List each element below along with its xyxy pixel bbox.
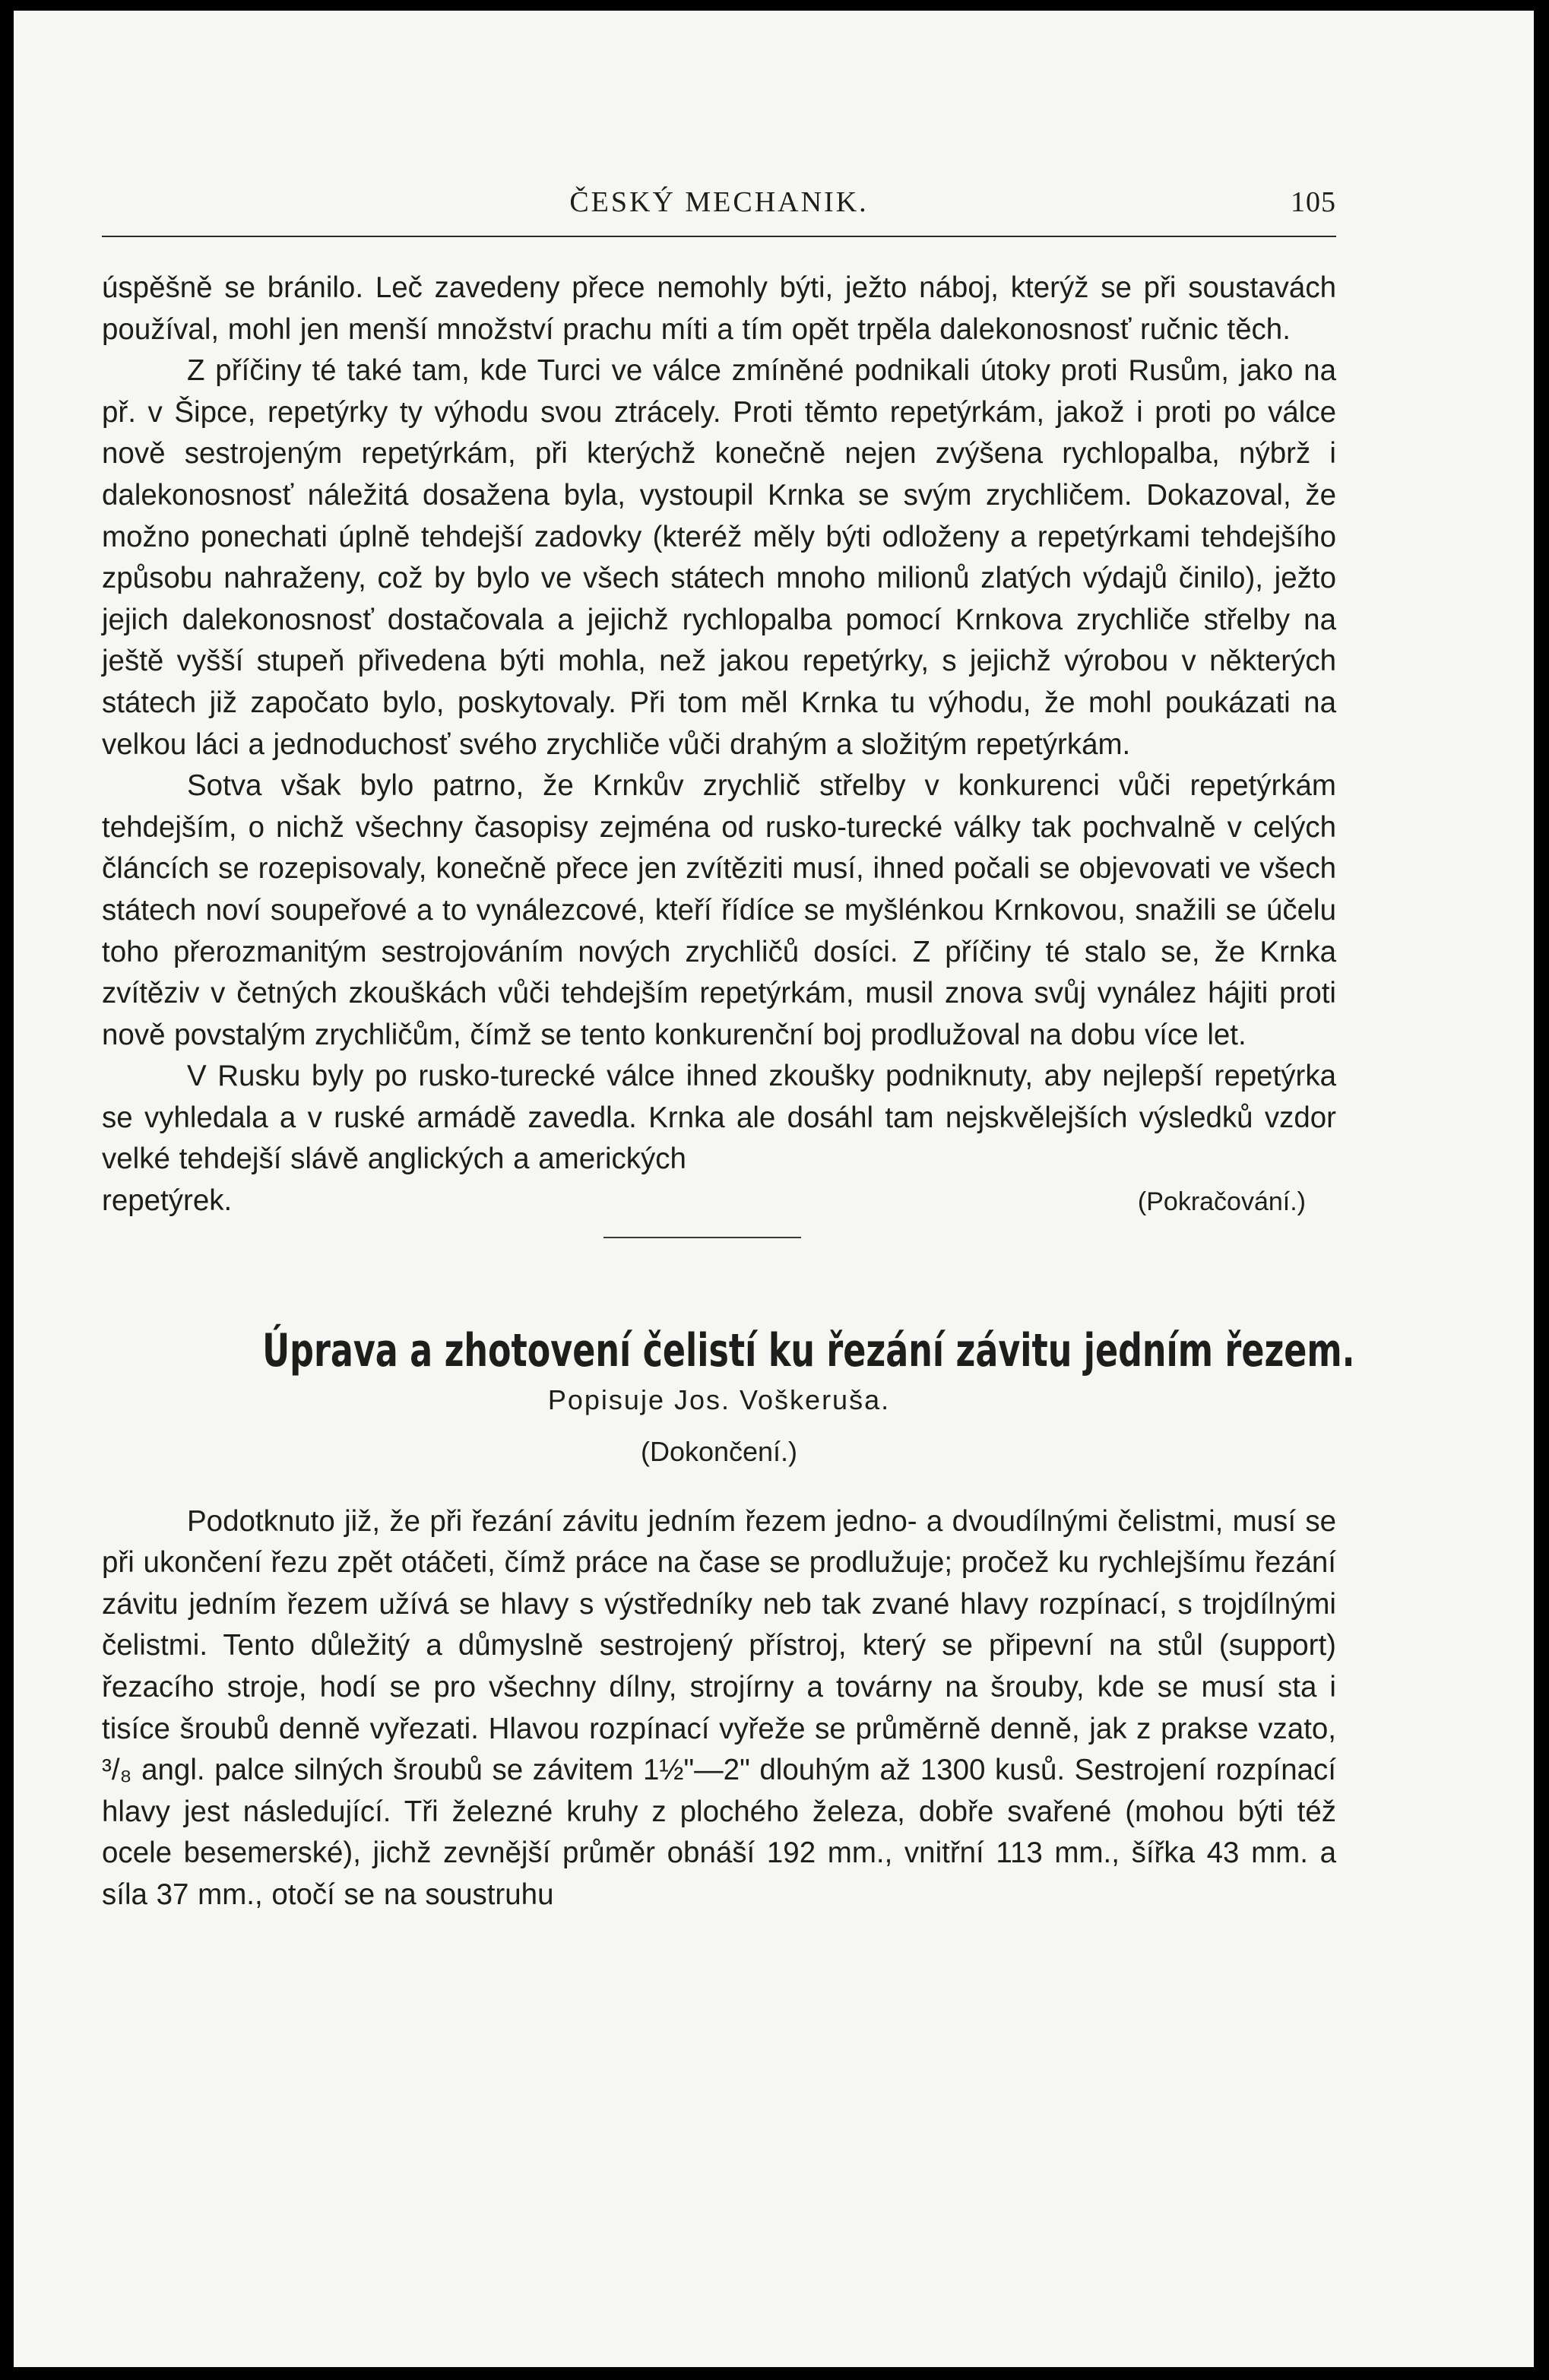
article-title: Úprava a zhotovení čelistí ku řezání závitu jedním řezem. <box>262 1323 1355 1377</box>
page-sheet <box>14 11 1534 2367</box>
article-byline: Popisuje Jos. Voškeruša. <box>547 1383 891 1415</box>
journal-title: ČESKÝ MECHANIK. <box>569 186 869 218</box>
previous-article-text <box>102 268 1336 1223</box>
paragraph: Sotva však bylo patrno, že Krnkův zrychlič střelby v konkurenci vůči repetýrkám tehdejším, o nichž všechny časopisy zejména od rusko-turecké války tak pochvalně v celých článcích se rozepisovaly, konečně přece jen zvítěziti musí, ihned počali se objevovati ve všech státech noví soupeřové a to vynálezcové, kteří řídíce se myšlénkou Krnkovou, snažili se účelu toho přerozmanitým sestrojováním nových zrychličů dosíci. Z příčiny té stalo se, že Krnka zvítěziv v četných zkouškách vůči tehdejším repetýrkám, musil znova svůj vynález hájiti proti nově povstalým zrychličům, čímž se tento konkurenční boj prodlužoval na dobu více let. <box>102 769 1336 1051</box>
paragraph: Z příčiny té také tam, kde Turci ve válce zmíněné podnikali útoky proti Rusům, jako na př. v Šipce, repetýrky ty výhodu svou ztrácely. Proti těmto repetýrkám, jakož i proti po válce nově sestrojeným repetýrkám, při kterýchž konečně nejen zvýšena rychlopalba, nýbrž i dalekonosnosť náležitá dosažena byla, vystoupil Krnka se svým zrychličem. Dokazoval, že možno ponechati úplně tehdejší zadovky (kteréž měly býti odloženy a repetýrkami tehdejšího způsobu nahraženy, což by bylo ve všech státech mnoho milionů zlatých výdajů činilo), ježto jejich dalekonosnosť dostačovala a jejichž rychlopalba pomocí Krnkova zrychliče střelby na ještě vyšší stupeň přivedena býti mohla, než jakou repetýrky, s jejichž výrobou v některých státech již započato bylo, poskytovaly. Při tom měl Krnka tu výhodu, že mohl poukázati na velkou láci a jednoduchosť svého zrychliče vůči drahým a složitým repetýrkám. <box>102 354 1336 761</box>
page-number: 105 <box>1291 186 1336 218</box>
continuation-note: (Dokončení.) <box>640 1435 798 1467</box>
closing-word: repetýrek. <box>102 1184 233 1218</box>
header-rule <box>102 236 1336 237</box>
continued-note: (Pokračování.) <box>1137 1187 1306 1217</box>
paragraph: V Rusku byly po rusko-turecké válce ihned zkoušky podniknuty, aby nejlepší repetýrka se vyhledala a v ruské armádě zavedla. Krnka ale dosáhl tam nejskvělejších výsledků vzdor velké tehdejší slávě anglických a amerických <box>102 1060 1336 1176</box>
section-divider <box>603 1237 801 1238</box>
page-content <box>102 185 1355 1916</box>
paragraph: Podotknuto již, že při řezání závitu jedním řezem jedno- a dvoudílnými čelistmi, musí se při ukončení řezu zpět otáčeti, čímž práce na čase se prodlužuje; pročež ku rychlejšímu řezání závitu jedním řezem užívá se hlavy s výstředníky neb tak zvané hlavy rozpínací, s trojdílnými čelistmi. Tento důležitý a důmyslně sestrojený přístroj, který se připevní na stůl (support) řezacího stroje, hodí se pro všechny dílny, strojírny a továrny na šrouby, kde se musí sta i tisíce šroubů denně vyřezati. Hlavou rozpínací vyřeže se průměrně denně, jak z prakse vzato, ³/₈ angl. palce silných šroubů se závitem 1½"—2" dlouhým až 1300 kusů. Sestrojení rozpínací hlavy jest následující. Tři železné kruhy z plochého železa, dobře svařené (mohou býti též ocele besemerské), jichž zevnější průměr obnáší 192 mm., vnitřní 113 mm., šířka 43 mm. a síla 37 mm., otočí se na soustruhu <box>102 1504 1336 1911</box>
paragraph: úspěšně se bránilo. Leč zavedeny přece nemohly býti, ježto náboj, kterýž se při soustavách používal, mohl jen menší množství prachu míti a tím opět trpěla dalekonosnosť ručnic těch. <box>102 271 1336 346</box>
article-text <box>102 1501 1336 1916</box>
running-head <box>102 185 1336 231</box>
closing-line <box>102 1180 1336 1223</box>
